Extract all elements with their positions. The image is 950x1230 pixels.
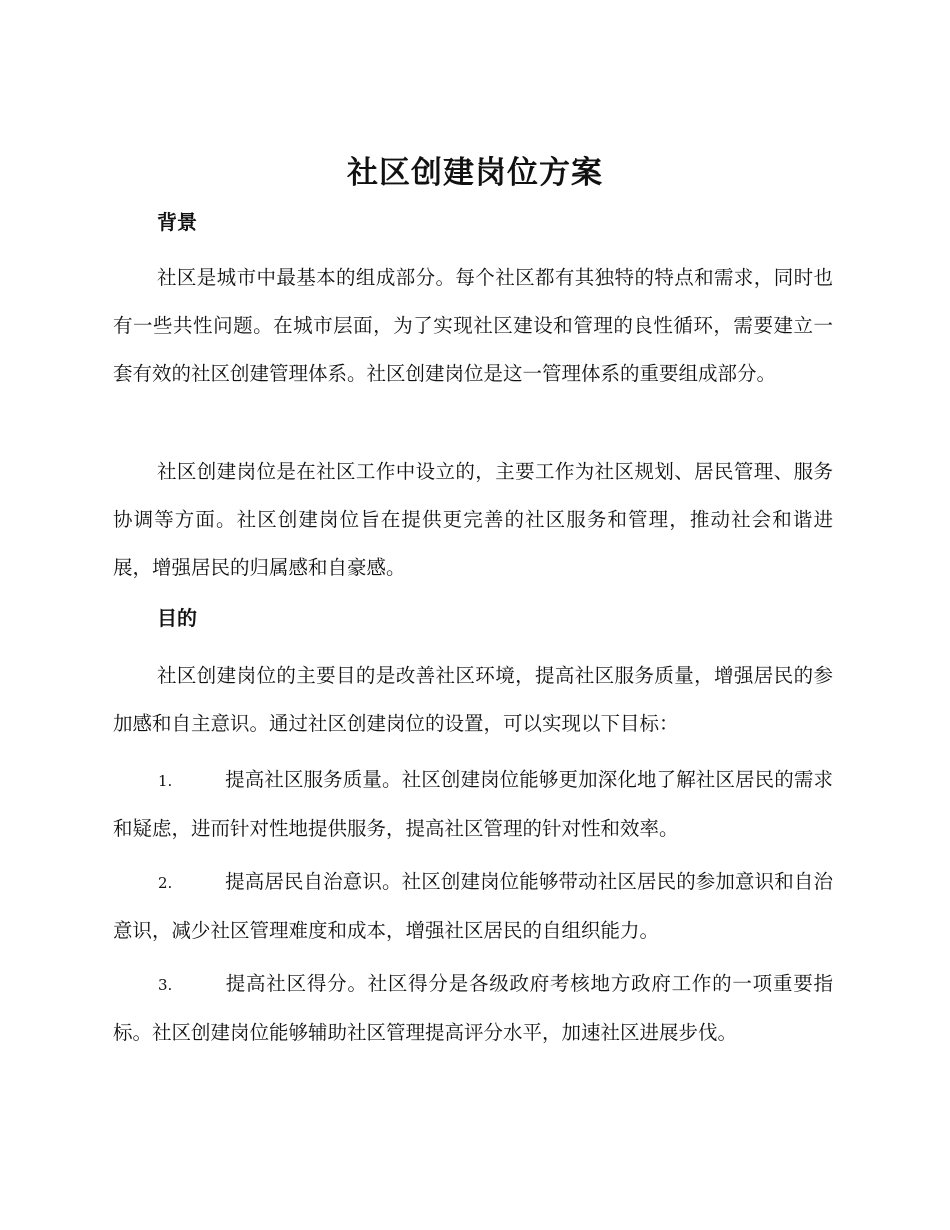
paragraph-purpose-1: 社区创建岗位的主要目的是改善社区环境，提高社区服务质量，增强居民的参加感和自主意识。通过社区创建岗位的设置，可以实现以下目标： — [113, 664, 833, 735]
list-item — [113, 858, 833, 955]
page-title: 社区创建岗位方案 — [347, 155, 603, 191]
list-item-number: 1. — [158, 772, 173, 790]
list-item-text: 提高居民自治意识。社区创建岗位能够带动社区居民的参加意识和自治意识，减少社区管理难度和成本，增强社区居民的自组织能力。 — [113, 870, 833, 942]
list-item-text: 提高社区服务质量。社区创建岗位能够更加深化地了解社区居民的需求和疑虑，进而针对性地提供服务，提高社区管理的针对性和效率。 — [113, 768, 833, 840]
paragraph-background-2: 社区创建岗位是在社区工作中设立的，主要工作为社区规划、居民管理、服务协调等方面。社区创建岗位旨在提供更完善的社区服务和管理，推动社会和谐进展，增强居民的归属感和自豪感。 — [113, 460, 833, 579]
list-item — [113, 960, 833, 1057]
list-item-text: 提高社区得分。社区得分是各级政府考核地方政府工作的一项重要指标。社区创建岗位能够辅助社区管理提高评分水平，加速社区进展步伐。 — [113, 972, 833, 1044]
list-item-number: 3. — [158, 976, 173, 994]
list-item-number: 2. — [158, 874, 173, 892]
section-heading-background: 背景 — [157, 210, 197, 234]
section-heading-purpose: 目的 — [157, 606, 197, 630]
paragraph-background-1: 社区是城市中最基本的组成部分。每个社区都有其独特的特点和需求，同时也有一些共性问题。在城市层面，为了实现社区建设和管理的良性循环，需要建立一套有效的社区创建管理体系。社区创建岗位是这一管理体系的重要组成部分。 — [113, 266, 833, 385]
list-item — [113, 756, 833, 853]
